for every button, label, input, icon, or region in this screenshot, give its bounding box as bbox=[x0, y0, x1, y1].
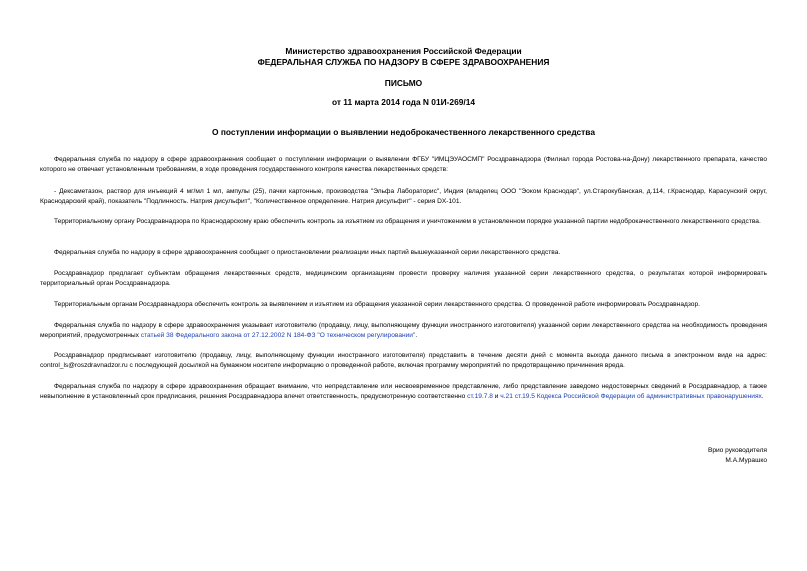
paragraph-3: Территориальному органу Росздравнадзора по Краснодарскому краю обеспечить контроль за изъятием из обращения и уничтожением в установленном порядке указанной партии недоброкачественного лекарственного средства. bbox=[54, 218, 761, 225]
koap-link[interactable]: ч.21 ст.19.5 Кодекса Российской Федерации об административных правонарушениях bbox=[500, 393, 762, 400]
paragraph-7 bbox=[40, 321, 767, 341]
document-header bbox=[0, 46, 807, 68]
article-19-7-8-link[interactable]: ст.19.7.8 bbox=[467, 393, 493, 400]
document-body bbox=[40, 155, 767, 400]
paragraph-6: Территориальным органам Росздравнадзора обеспечить контроль за выявлением и изъятием из обращения указанной серии лекарственного средства. О проведенной работе информировать Росздравнадзор. bbox=[54, 301, 700, 308]
paragraph-2: - Дексаметазон, раствор для инъекций 4 мг/мл 1 мл, ампулы (25), пачки картонные, производства "Эльфа Лабораторис", Индия (владелец ООО "Эоком Краснодар", ул.Старокубанская, д.114, г.Краснодар, Карасунский округ, Краснодарский край), показатель "Подлинность. Натрия дисульфит", "Количественное определение. Натрия дисульфит" - серия DX-101. bbox=[40, 188, 767, 205]
paragraph-9 bbox=[40, 382, 767, 402]
paragraph-7-text: Федеральная служба по надзору в сфере здравоохранения указывает изготовителю (продавцу, лицу, выполняющему функции иностранного изготовителя) указанной серии лекарственного средства на необходимость проведения мероприятий, предусмотренных bbox=[40, 322, 767, 339]
paragraph-9-text: Федеральная служба по надзору в сфере здравоохранения обращает внимание, что непредставление или несвоевременное представление, либо представление заведомо недостоверных сведений в Росздравнадзор, а также невыполнение в установленный срок предписания, решения Росздравнадзора влечет ответственность, предусмотренную соответственно bbox=[40, 383, 767, 400]
paragraph-7-end: . bbox=[415, 332, 418, 339]
paragraph-9-end: . bbox=[761, 393, 764, 400]
document-title: О поступлении информации о выявлении недоброкачественного лекарственного средства bbox=[212, 127, 595, 137]
document-date: от 11 марта 2014 года N 01И-269/14 bbox=[331, 97, 476, 107]
paragraph-9-mid: и bbox=[492, 393, 501, 400]
signer-name: М.А.Мурашко bbox=[725, 457, 767, 464]
paragraph-1: Федеральная служба по надзору в сфере здравоохранения сообщает о поступлении информации о выявлении ФГБУ "ИМЦЭУАОСМП" Росздравнадзора (Филиал города Ростова-на-Дону) лекарственного препарата, качество которого не отвечает установленным требованиям, в ходе проведения государственного контроля качества лекарственных средств: bbox=[40, 156, 767, 173]
paragraph-5: Росздравнадзор предлагает субъектам обращения лекарственных средств, медицинским организациям провести проверку наличия указанной серии лекарственного средства, о результатах которой информировать территориальный орган Росздравнадзора. bbox=[40, 270, 767, 287]
signer-position: Врио руководителя bbox=[707, 447, 767, 454]
ministry-name: Министерство здравоохранения Российской Федерации bbox=[285, 46, 522, 56]
service-name: ФЕДЕРАЛЬНАЯ СЛУЖБА ПО НАДЗОРУ В СФЕРЕ ЗДРАВООХРАНЕНИЯ bbox=[257, 57, 550, 67]
paragraph-8: Росздравнадзор предписывает изготовителю (продавцу, лицу, выполняющему функции иностранного изготовителя) представить в течение десяти дней с момента выхода данного письма в электронном виде на адрес: control_ls@roszdravnadzor.ru с последующей досылкой на бумажном носителе информацию о проведенной работе, включая программу мероприятий по предотвращению причинения вреда. bbox=[40, 352, 767, 369]
document-type: ПИСЬМО bbox=[384, 78, 423, 88]
signature-block bbox=[708, 446, 767, 466]
law-184-fz-link[interactable]: статьей 38 Федерального закона от 27.12.2002 N 184-ФЗ "О техническом регулировании" bbox=[140, 332, 416, 339]
paragraph-4: Федеральная служба по надзору в сфере здравоохранения сообщает о приостановлении реализации иных партий вышеуказанной серии лекарственного средства. bbox=[54, 249, 561, 256]
